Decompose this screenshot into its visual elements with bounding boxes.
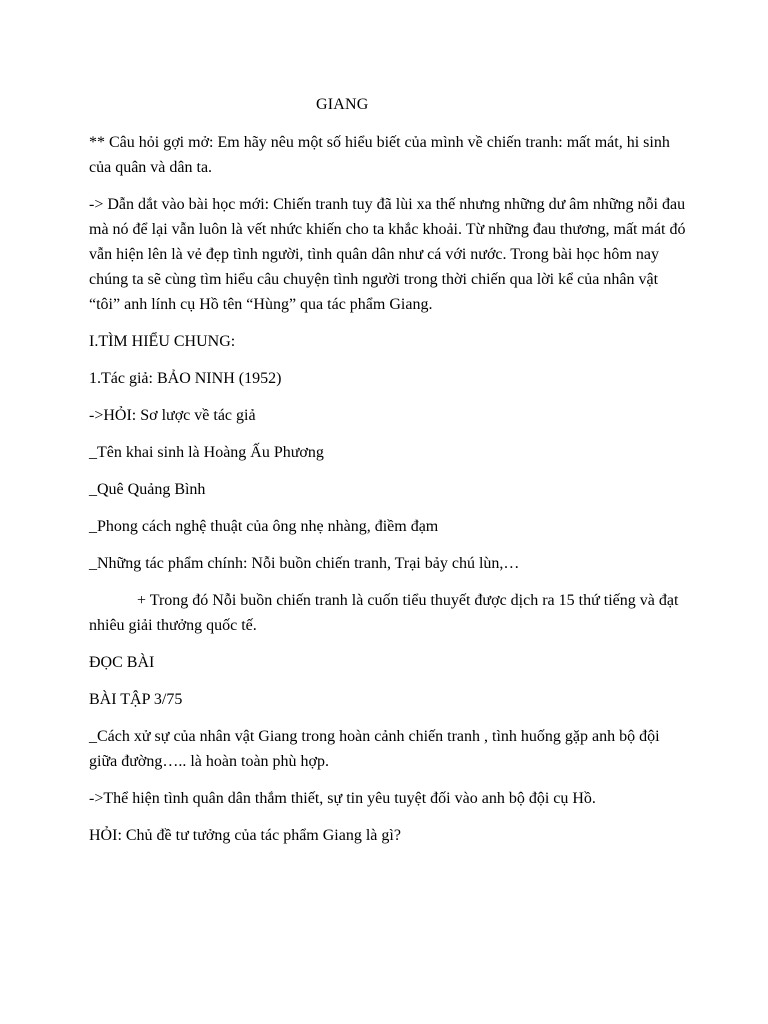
reading-heading: ĐỌC BÀI [89, 654, 155, 671]
section-heading-general: I.TÌM HIỂU CHUNG: [89, 333, 236, 350]
document-title: GIANG [316, 96, 369, 113]
author-question: ->HỎI: Sơ lược về tác giả [89, 407, 256, 424]
author-works: _Những tác phẩm chính: Nỗi buồn chiến tranh, Trại bảy chú lùn,… [89, 555, 520, 572]
author-style: _Phong cách nghệ thuật của ông nhẹ nhàng, điềm đạm [89, 518, 439, 535]
lesson-intro-paragraph: -> Dẫn dắt vào bài học mới: Chiến tranh tuy đã lùi xa thế nhưng những dư âm những nỗi đau mà nó để lại vẫn luôn là vết nhức khiến cho ta khắc khoải. Từ những đau thương, mất mát đó vẫn hiện lên là vẻ đẹp tình người, tình quân dân như cá với nước. Trong bài học hôm nay chúng ta sẽ cùng tìm hiểu câu chuyện tình người trong thời chiến qua lời kể của nhân vật “tôi” anh lính cụ Hồ tên “Hùng” qua tác phẩm Giang. [89, 196, 686, 313]
author-birth-name: _Tên khai sinh là Hoàng Ấu Phương [89, 444, 324, 461]
author-works-note: + Trong đó Nỗi buồn chiến tranh là cuốn tiểu thuyết được dịch ra 15 thứ tiếng và đạt nhiêu giải thưởng quốc tế. [89, 592, 679, 634]
author-heading: 1.Tác giả: BẢO NINH (1952) [89, 370, 282, 387]
author-hometown: _Quê Quảng Bình [89, 481, 206, 498]
exercise-heading: BÀI TẬP 3/75 [89, 691, 183, 708]
document-body [89, 130, 689, 860]
question-intro-paragraph: ** Câu hỏi gợi mở: Em hãy nêu một số hiểu biết của mình về chiến tranh: mất mát, hi sinh của quân và dân ta. [89, 134, 670, 176]
exercise-conclusion: ->Thể hiện tình quân dân thắm thiết, sự tin yêu tuyệt đối vào anh bộ đội cụ Hồ. [89, 790, 596, 807]
exercise-answer: _Cách xử sự của nhân vật Giang trong hoàn cảnh chiến tranh , tình huống gặp anh bộ đội giữa đường….. là hoàn toàn phù hợp. [89, 728, 660, 770]
theme-question: HỎI: Chủ đề tư tưởng của tác phẩm Giang là gì? [89, 827, 401, 844]
